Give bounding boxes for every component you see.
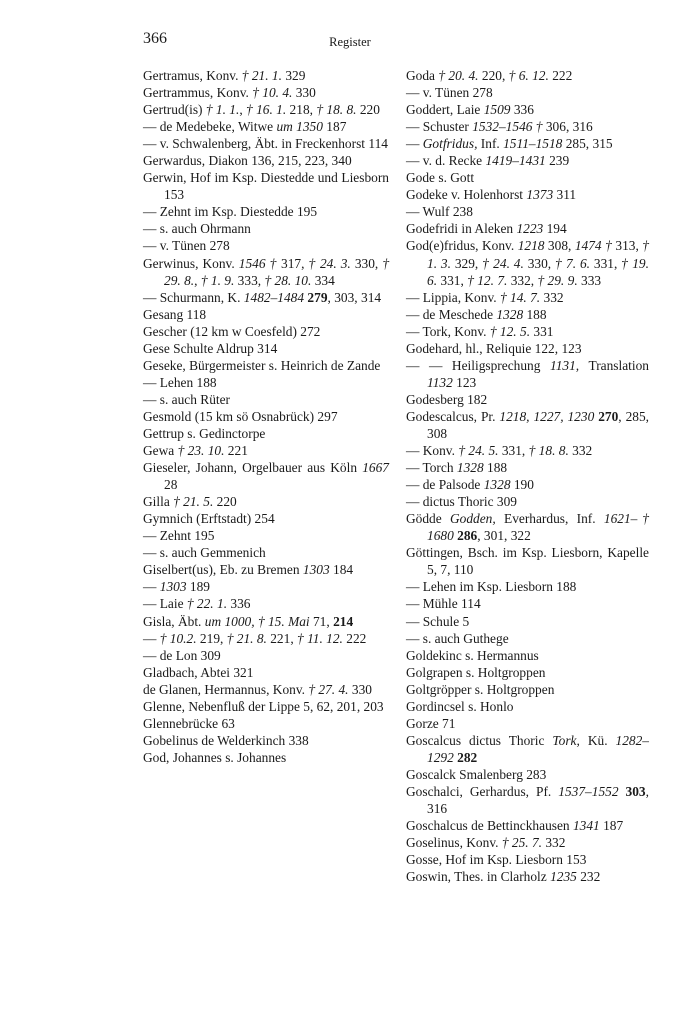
- register-entry: Goswin, Thes. in Clarholz 1235 232: [406, 869, 601, 885]
- register-column-left: [143, 67, 389, 766]
- register-entry: Gerwin, Hof im Ksp. Diestedde und Liesborn 153: [143, 170, 389, 203]
- register-entry: Gescher (12 km w Coesfeld) 272: [143, 323, 321, 339]
- register-entry: Goldekinc s. Hermannus: [406, 647, 539, 663]
- register-entry: Gertrud(is) † 1. 1., † 16. 1. 218, † 18. 8. 220: [143, 102, 380, 118]
- register-entry: Godehard, hl., Reliquie 122, 123: [406, 340, 582, 356]
- register-entry: — Wulf 238: [406, 204, 473, 220]
- register-entry: Goselinus, Konv. † 25. 7. 332: [406, 835, 566, 851]
- register-entry: de Glanen, Hermannus, Konv. † 27. 4. 330: [143, 681, 372, 697]
- register-entry: Gieseler, Johann, Orgelbauer aus Köln 1667 28: [143, 460, 389, 493]
- register-entry: God(e)fridus, Konv. 1218 308, 1474 † 313, † 1. 3. 329, † 24. 4. 330, † 7. 6. 331, † 19. 6. 331, † 12. 7. 332, † 29. 9. 333: [406, 238, 649, 288]
- register-entry: — — Heiligsprechung 1131, Translation 1132 123: [406, 357, 650, 390]
- register-entry: — Gotfridus, Inf. 1511–1518 285, 315: [406, 136, 613, 152]
- register-entry: Gorze 71: [406, 715, 456, 731]
- register-entry: Godescalcus, Pr. 1218, 1227, 1230 270, 285, 308: [406, 408, 649, 441]
- register-entry: Geseke, Bürgermeister s. Heinrich de Zande: [143, 357, 381, 373]
- register-entry: — Zehnt 195: [143, 528, 215, 544]
- register-entry: — v. d. Recke 1419–1431 239: [406, 153, 570, 169]
- register-entry: — 1303 189: [143, 579, 210, 595]
- register-entry: Goscalcus dictus Thoric Tork, Kü. 1282–1292 282: [406, 732, 649, 765]
- register-entry: — † 10.2. 219, † 21. 8. 221, † 11. 12. 222: [143, 630, 367, 646]
- register-entry: — de Palsode 1328 190: [406, 477, 534, 493]
- register-entry: God, Johannes s. Johannes: [143, 749, 287, 765]
- register-entry: Gosse, Hof im Ksp. Liesborn 153: [406, 852, 587, 868]
- register-entry: Gobelinus de Welderkinch 338: [143, 732, 309, 748]
- register-entry: Gerwinus, Konv. 1546 † 317, † 24. 3. 330, † 29. 8., † 1. 9. 333, † 28. 10. 334: [143, 255, 390, 288]
- register-entry: Gymnich (Erftstadt) 254: [143, 511, 275, 527]
- register-entry: — v. Schwalenberg, Äbt. in Freckenhorst 114: [143, 136, 388, 152]
- register-entry: Göttingen, Bsch. im Ksp. Liesborn, Kapelle 5, 7, 110: [406, 545, 649, 578]
- register-entry: Gesmold (15 km sö Osnabrück) 297: [143, 408, 338, 424]
- register-entry: — s. auch Guthege: [406, 630, 509, 646]
- register-column-right: [406, 67, 649, 885]
- register-entry: Goschalci, Gerhardus, Pf. 1537–1552 303, 316: [406, 783, 649, 817]
- register-entry: — Konv. † 24. 5. 331, † 18. 8. 332: [406, 443, 593, 459]
- register-entry: Goschalcus de Bettinckhausen 1341 187: [406, 818, 624, 834]
- register-entry: Goddert, Laie 1509 336: [406, 102, 534, 118]
- running-head: Register: [329, 35, 371, 49]
- register-entry: Gödde Godden, Everhardus, Inf. 1621–† 1680 286, 301, 322: [406, 511, 649, 544]
- register-entry: — dictus Thoric 309: [406, 494, 517, 510]
- register-entry: — s. auch Ohrmann: [143, 221, 251, 237]
- register-entry: Gewa † 23. 10. 221: [143, 443, 248, 459]
- register-entry: Gertrammus, Konv. † 10. 4. 330: [143, 85, 316, 101]
- register-entry: — Schule 5: [406, 613, 470, 629]
- register-entry: Goltgröpper s. Holtgroppen: [406, 681, 555, 697]
- register-entry: — Lehen im Ksp. Liesborn 188: [406, 579, 577, 595]
- register-entry: — s. auch Rüter: [143, 391, 231, 407]
- register-entry: Gilla † 21. 5. 220: [143, 494, 237, 510]
- register-entry: — de Meschede 1328 188: [406, 306, 547, 322]
- register-entry: Giselbert(us), Eb. zu Bremen 1303 184: [143, 562, 354, 578]
- register-entry: Godeke v. Holenhorst 1373 311: [406, 187, 577, 203]
- register-entry: Glenne, Nebenfluß der Lippe 5, 62, 201, 203: [143, 698, 384, 714]
- page-number: 366: [143, 30, 167, 47]
- register-entry: — Laie † 22. 1. 336: [143, 596, 251, 612]
- register-entry: — de Lon 309: [143, 647, 221, 663]
- register-entry: Godesberg 182: [406, 391, 488, 407]
- register-entry: Gladbach, Abtei 321: [143, 664, 254, 680]
- register-entry: — s. auch Gemmenich: [143, 545, 266, 561]
- register-entry: — Schurmann, K. 1482–1484 279, 303, 314: [143, 289, 382, 305]
- register-entry: — Tork, Konv. † 12. 5. 331: [406, 323, 554, 339]
- register-entry: — Lehen 188: [143, 374, 217, 390]
- register-entry: — Mühle 114: [406, 596, 481, 612]
- register-entry: Gesang 118: [143, 306, 207, 322]
- register-entry: Gese Schulte Aldrup 314: [143, 340, 278, 356]
- register-entry: Gisla, Äbt. um 1000, † 15. Mai 71, 214: [143, 613, 354, 629]
- register-entry: Godefridi in Aleken 1223 194: [406, 221, 567, 237]
- register-entry: — Zehnt im Ksp. Diestedde 195: [143, 204, 318, 220]
- register-entry: — Torch 1328 188: [406, 460, 508, 476]
- register-entry: — v. Tünen 278: [406, 85, 493, 101]
- register-entry: Gerwardus, Diakon 136, 215, 223, 340: [143, 153, 352, 169]
- register-entry: Golgrapen s. Holtgroppen: [406, 664, 546, 680]
- register-entry: Goscalck Smalenberg 283: [406, 766, 547, 782]
- register-entry: Goda † 20. 4. 220, † 6. 12. 222: [406, 68, 573, 83]
- register-entry: Gettrup s. Gedinctorpe: [143, 425, 266, 441]
- register-entry: — Lippia, Konv. † 14. 7. 332: [406, 289, 564, 305]
- register-entry: Gode s. Gott: [406, 170, 475, 186]
- register-entry: Gertramus, Konv. † 21. 1. 329: [143, 68, 306, 83]
- register-entry: — v. Tünen 278: [143, 238, 230, 254]
- register-entry: Glennebrücke 63: [143, 715, 235, 731]
- register-entry: — Schuster 1532–1546 † 306, 316: [406, 119, 593, 135]
- register-entry: Gordincsel s. Honlo: [406, 698, 514, 714]
- register-entry: — de Medebeke, Witwe um 1350 187: [143, 119, 347, 135]
